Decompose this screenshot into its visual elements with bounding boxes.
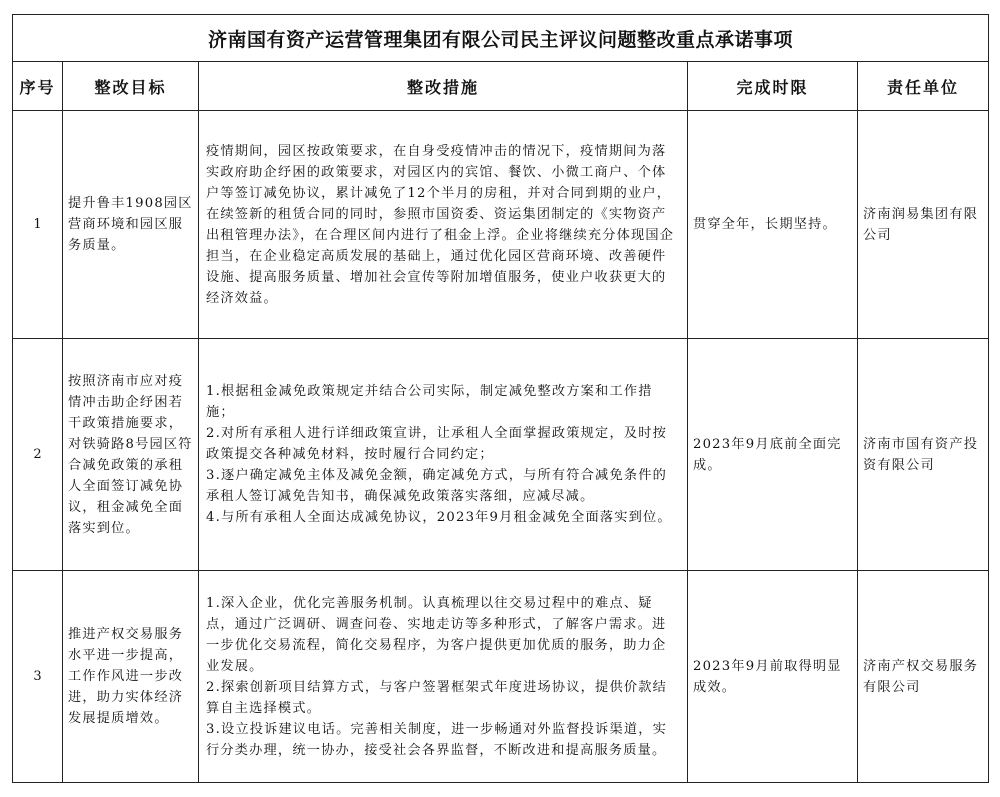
row-number: 3: [13, 571, 63, 783]
commitment-table: [12, 14, 989, 783]
header-measures: 整改措施: [199, 62, 688, 111]
deadline: 2023年9月前取得明显成效。: [688, 571, 858, 783]
deadline: 贯穿全年，长期坚持。: [688, 111, 858, 339]
header-goal: 整改目标: [63, 62, 199, 111]
responsible-unit: 济南润易集团有限公司: [858, 111, 989, 339]
header-unit: 责任单位: [858, 62, 989, 111]
table-header-row: [13, 62, 989, 111]
measure-item: 3.设立投诉建议电话。完善相关制度，进一步畅通对外监督投诉渠道，实行分类办理，统一协办，接受社会各界监督，不断改进和提高服务质量。: [206, 721, 667, 758]
deadline: 2023年9月底前全面完成。: [688, 339, 858, 571]
rectification-measures: [199, 111, 688, 339]
measure-item: 1.深入企业，优化完善服务机制。认真梳理以往交易过程中的难点、疑点，通过广泛调研、调查问卷、实地走访等多种形式，了解客户需求。进一步优化交易流程，简化交易程序，为客户提供更加优质的服务，助力企业发展。: [206, 595, 667, 674]
row-number: 2: [13, 339, 63, 571]
table-row: [13, 571, 989, 783]
header-deadline: 完成时限: [688, 62, 858, 111]
rectification-goal: 推进产权交易服务水平进一步提高，工作作风进一步改进，助力实体经济发展提质增效。: [63, 571, 199, 783]
responsible-unit: 济南市国有资产投资有限公司: [858, 339, 989, 571]
measure-item: 4.与所有承租人全面达成减免协议，2023年9月租金减免全面落实到位。: [206, 510, 672, 525]
rectification-measures: [199, 339, 688, 571]
responsible-unit: 济南产权交易服务有限公司: [858, 571, 989, 783]
row-number: 1: [13, 111, 63, 339]
table-row: [13, 111, 989, 339]
header-no: 序号: [13, 62, 63, 111]
measure-item: 2.对所有承租人进行详细政策宣讲，让承租人全面掌握政策规定，及时按政策提交各种减免材料，按时履行合同约定；: [206, 426, 667, 462]
rectification-measures: [199, 571, 688, 783]
measure-item: 2.探索创新项目结算方式，与客户签署框架式年度进场协议，提供价款结算自主选择模式。: [206, 679, 667, 716]
measure-item: 3.逐户确定减免主体及减免金额，确定减免方式，与所有符合减免条件的承租人签订减免告知书，确保减免政策落实落细，应减尽减。: [206, 468, 667, 504]
rectification-goal: 按照济南市应对疫情冲击助企纾困若干政策措施要求，对铁骑路8号园区符合减免政策的承租人全面签订减免协议，租金减免全面落实到位。: [63, 339, 199, 571]
document-title: 济南国有资产运营管理集团有限公司民主评议问题整改重点承诺事项: [13, 15, 989, 62]
rectification-goal: 提升鲁丰1908园区营商环境和园区服务质量。: [63, 111, 199, 339]
table-row: [13, 339, 989, 571]
measure-item: 疫情期间，园区按政策要求，在自身受疫情冲击的情况下，疫情期间为落实政府助企纾困的政策要求，对园区内的宾馆、餐饮、小微工商户、个体户等签订减免协议，累计减免了12个半月的房租，并对合同到期的业户，在续签新的租赁合同的同时，参照市国资委、资运集团制定的《实物资产出租管理办法》，在合理区间内进行了租金上浮。企业将继续充分体现国企担当，在企业稳定高质发展的基础上，通过优化园区营商环境、改善硬件设施、提高服务质量、增加社会宣传等附加增值服务，使业户收获更大的经济效益。: [206, 143, 675, 306]
measure-item: 1.根据租金减免政策规定并结合公司实际，制定减免整改方案和工作措施；: [206, 384, 653, 420]
